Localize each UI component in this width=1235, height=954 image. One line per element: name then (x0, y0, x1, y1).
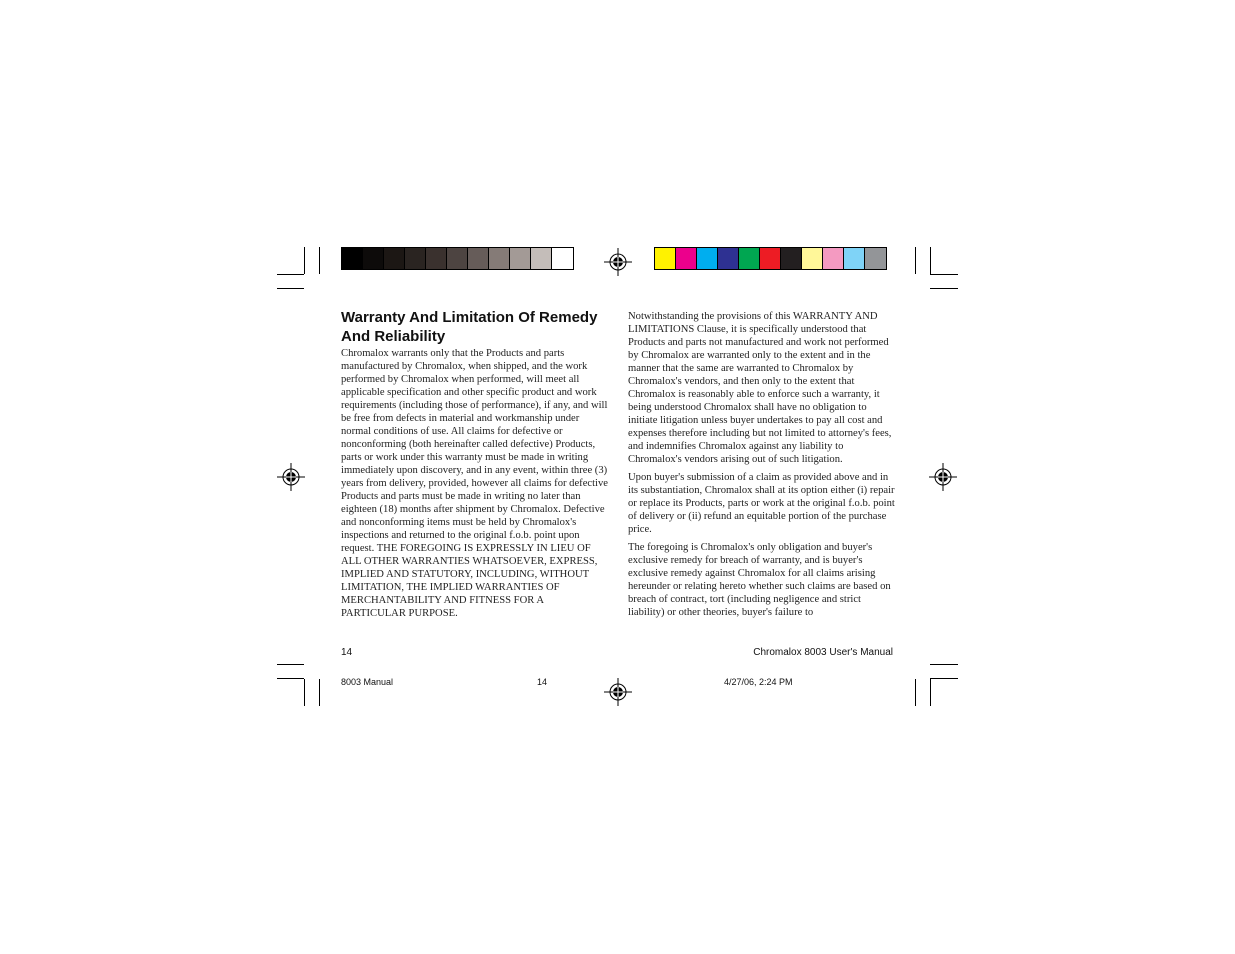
gray-swatch-2 (363, 248, 384, 269)
gray-swatch-8 (489, 248, 510, 269)
registration-mark-icon (277, 463, 305, 491)
color-swatch-9 (823, 248, 844, 269)
section-heading: Warranty And Limitation Of Remedy And Reliability (341, 309, 598, 345)
gray-swatch-3 (384, 248, 405, 269)
color-swatch-3 (697, 248, 718, 269)
manual-title: Chromalox 8003 User's Manual (753, 647, 893, 658)
registration-mark-icon (604, 248, 632, 276)
gray-swatch-11 (552, 248, 573, 269)
paragraph-buyer-claim: Upon buyer's submission of a claim as provided above and in its substantiation, Chromalox shall at its option either (i) repair or replace its Products, parts or work at the original f.o.b. point of delivery or (ii) refund an equitable portion of the purchase price. (628, 472, 895, 535)
right-column (628, 310, 896, 624)
slug-filename: 8003 Manual (341, 677, 394, 687)
color-swatch-2 (676, 248, 697, 269)
color-swatch-11 (865, 248, 886, 269)
gray-swatch-9 (510, 248, 531, 269)
color-swatch-6 (760, 248, 781, 269)
color-swatch-4 (718, 248, 739, 269)
gray-swatch-5 (426, 248, 447, 269)
left-column (341, 347, 609, 625)
gray-swatch-1 (342, 248, 363, 269)
color-swatch-5 (739, 248, 760, 269)
registration-mark-icon (604, 678, 632, 706)
paragraph-foregoing: The foregoing is Chromalox's only obligation and buyer's exclusive remedy for breach of warranty, and is buyer's exclusive remedy against Chromalox for all claims arising hereunder or relating hereto whether such claims are based on breach of contract, tort (including negligence and strict liability) or other theories, buyer's failure to (628, 542, 891, 618)
color-swatch-7 (781, 248, 802, 269)
gray-swatch-4 (405, 248, 426, 269)
process-color-bar (654, 247, 887, 270)
page-number: 14 (341, 647, 353, 658)
paragraph-notwithstanding: Notwithstanding the provisions of this WARRANTY AND LIMITATIONS Clause, it is specifically understood that Products and parts not manufactured and work not performed by Chromalox are warranted only to the extent and in the manner that the same are warranted to Chromalox by Chromalox's vendors, and then only to the extent that Chromalox is reasonably able to enforce such a warranty, it being understood Chromalox shall have no obligation to initiate litigation unless buyer undertakes to pay all cost and expenses therefore including but not limited to attorney's fees, and indemnifies Chromalox against any liability to Chromalox's vendors arising out of such litigation. (628, 311, 892, 465)
gray-swatch-10 (531, 248, 552, 269)
slug-date: 4/27/06, 2:24 PM (724, 677, 793, 687)
slug-page: 14 (537, 677, 548, 687)
color-swatch-10 (844, 248, 865, 269)
color-swatch-1 (655, 248, 676, 269)
warranty-paragraph: Chromalox warrants only that the Products and parts manufactured by Chromalox, when shipped, and the work performed by Chromalox when performed, will meet all applicable specification and other specific product and work requirements (including those of performance), if any, and will be free from defects in material and workmanship under normal conditions of use. All claims for defective or nonconforming (both hereinafter called defective) Products, parts or work under this warranty must be made in writing immediately upon discovery, and in any event, within three (3) years from delivery, provided, however all claims for defective Products and parts must be made in writing no later than eighteen (18) months after shipment by Chromalox. Defective and nonconforming items must be held by Chromalox's inspections and returned to the original f.o.b. point upon request. THE FOREGOING IS EXPRESSLY IN LIEU OF ALL OTHER WARRANTIES WHATSOEVER, EXPRESS, IMPLIED AND STATUTORY, INCLUDING, WITHOUT LIMITATION, THE IMPLIED WARRANTIES OF MERCHANTABILITY AND FITNESS FOR A PARTICULAR PURPOSE. (341, 348, 608, 619)
gray-swatch-7 (468, 248, 489, 269)
color-swatch-8 (802, 248, 823, 269)
gray-swatch-6 (447, 248, 468, 269)
grayscale-color-bar (341, 247, 574, 270)
registration-mark-icon (929, 463, 957, 491)
